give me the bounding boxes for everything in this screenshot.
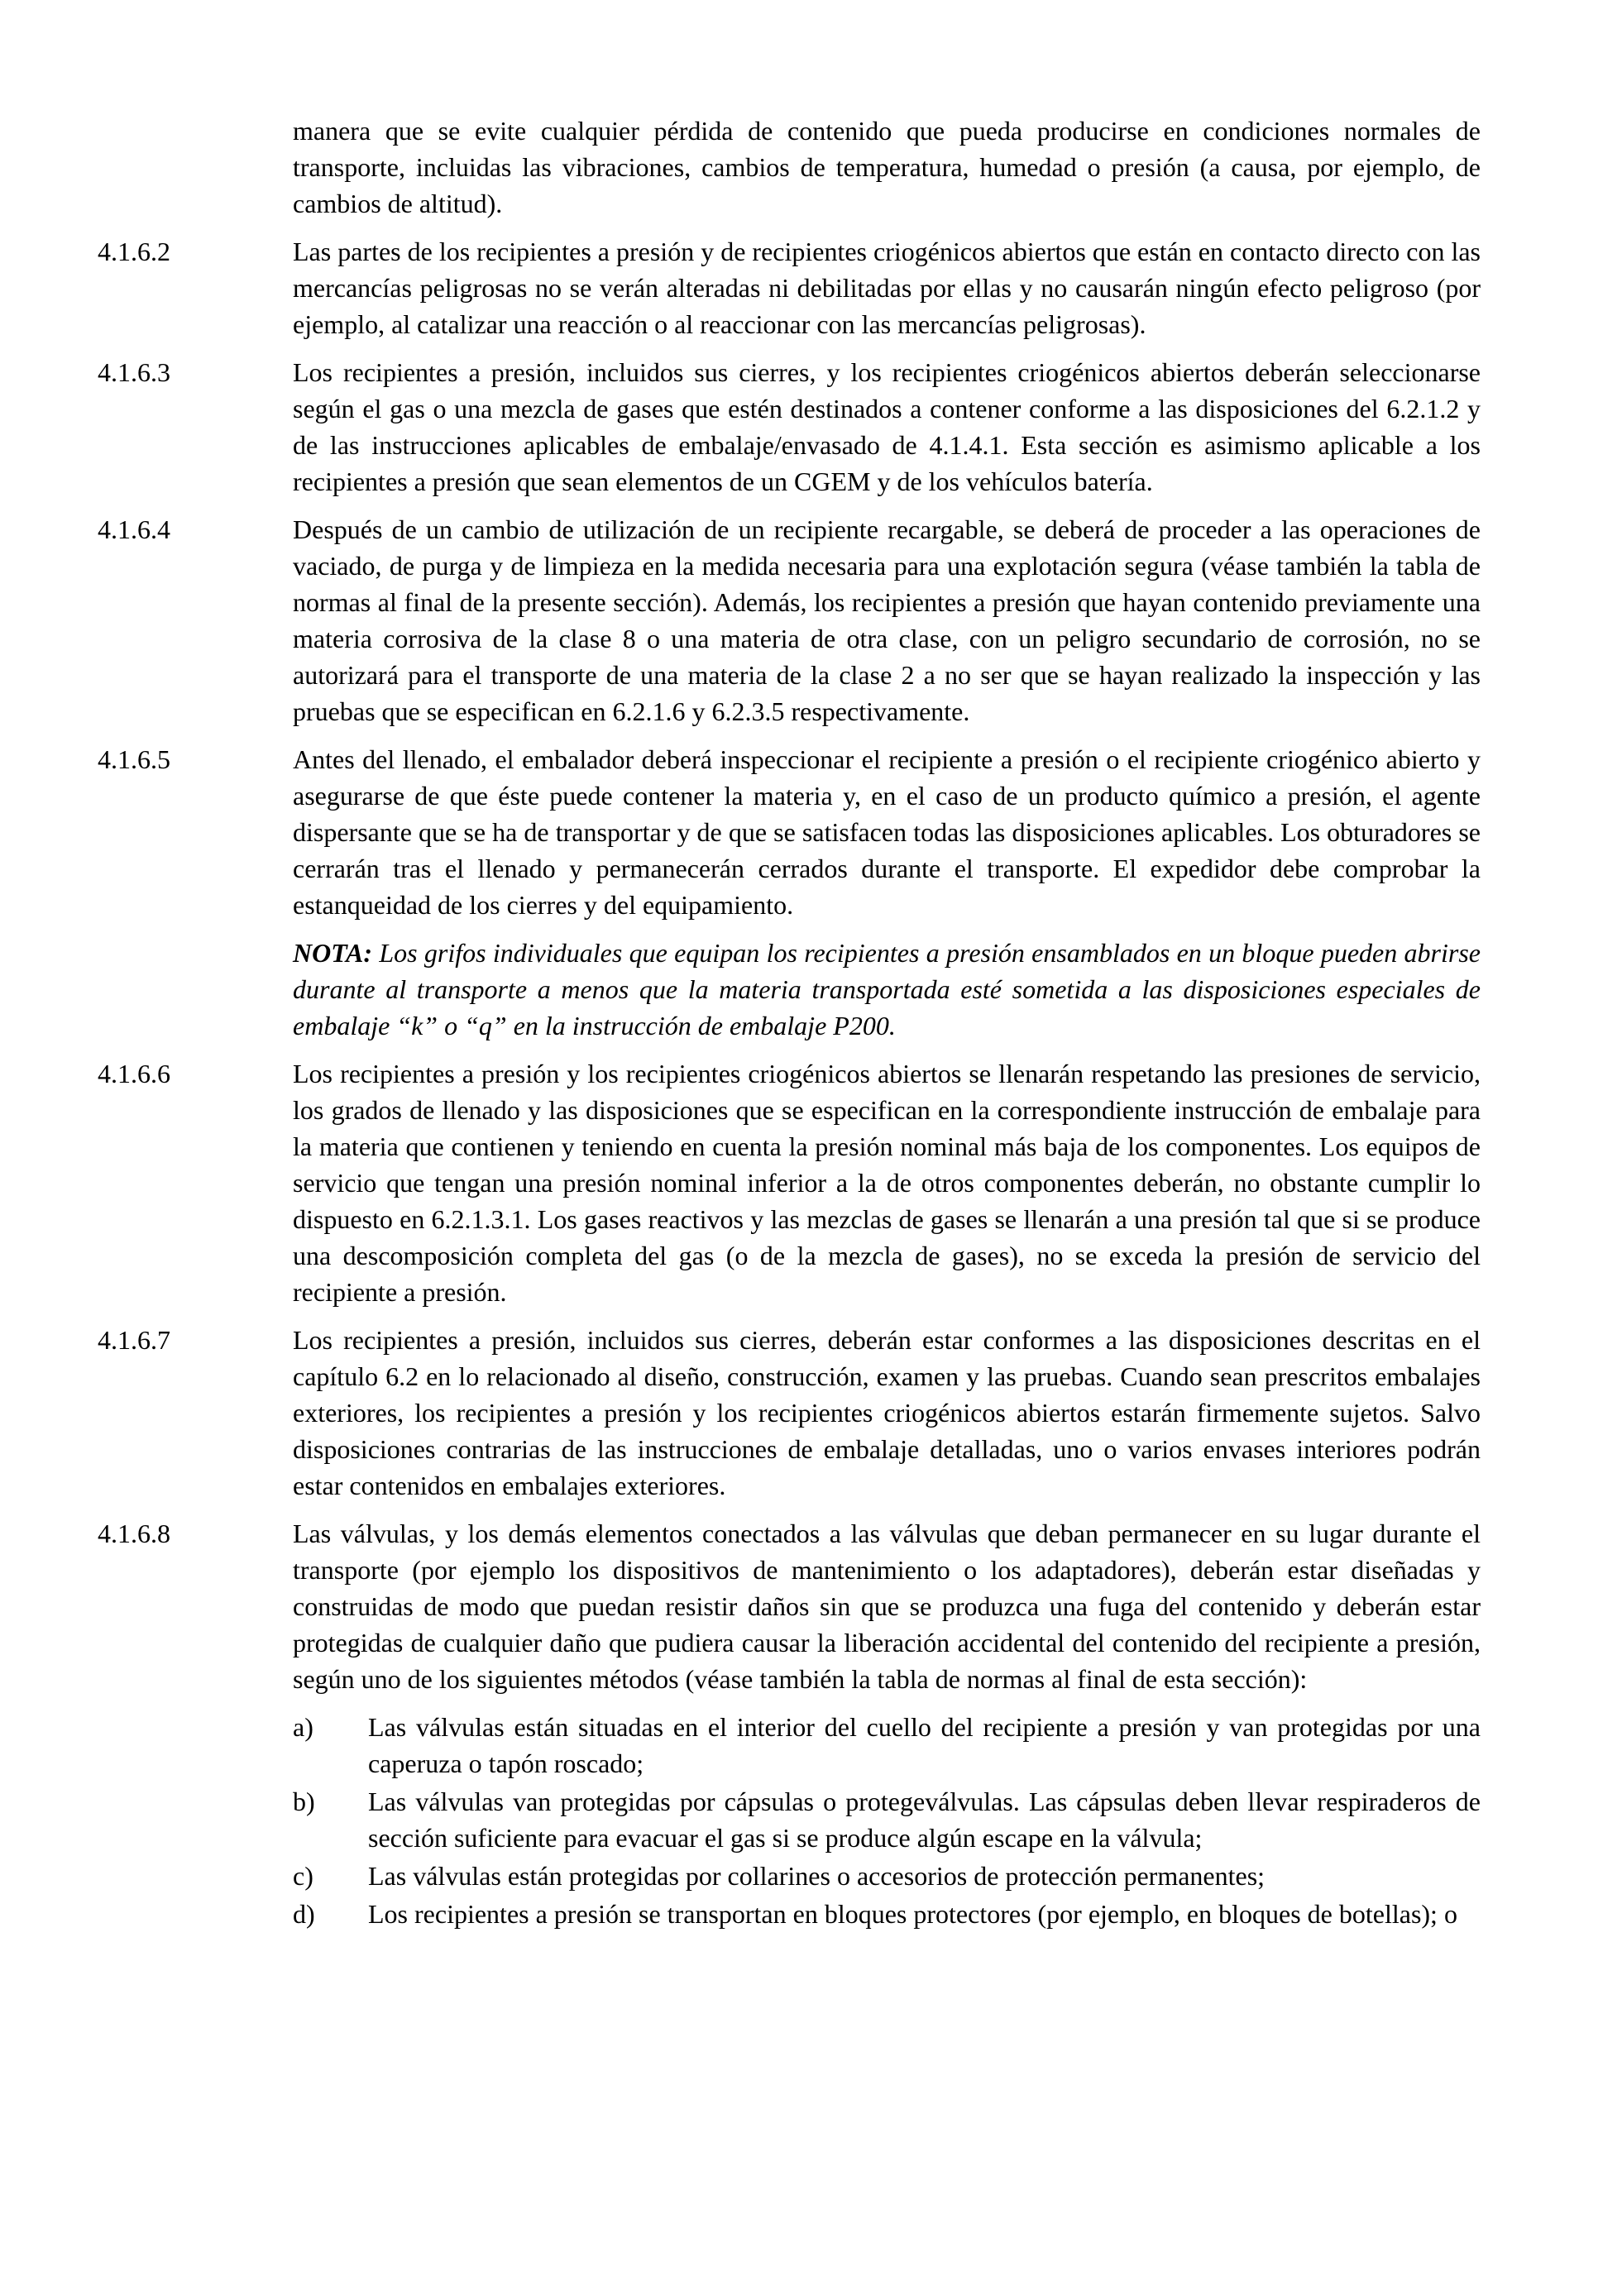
- list-item-text: Las válvulas van protegidas por cápsulas o protegeválvulas. Las cápsulas deben llevar respiraderos de sección suficiente para evacuar el gas si se produce algún escape en la válvula;: [368, 1787, 1481, 1853]
- list-item-text: Las válvulas están situadas en el interior del cuello del recipiente a presión y van protegidas por una caperuza o tapón roscado;: [368, 1712, 1481, 1778]
- section-number: 4.1.6.7: [98, 1325, 170, 1355]
- note-label: NOTA:: [293, 938, 372, 968]
- list-item-text: Las válvulas están protegidas por collarines o accesorios de protección permanentes;: [368, 1861, 1266, 1891]
- list-item: [293, 1858, 1481, 1894]
- section-body: [293, 1515, 1481, 1932]
- section-text: Los recipientes a presión, incluidos sus cierres, y los recipientes criogénicos abiertos deberán seleccionarse según el gas o una mezcla de gases que estén destinados a contener conforme a las disposiciones del 6.2.1.2 y de las instrucciones aplicables de embalaje/envasado de 4.1.4.1. Esta sección es asimismo aplicable a los recipientes a presión que sean elementos de un CGEM y de los vehículos batería.: [293, 357, 1481, 496]
- section-number: 4.1.6.2: [98, 237, 170, 266]
- list-item: [293, 1783, 1481, 1856]
- list-item-label: a): [293, 1712, 313, 1742]
- section-body: [293, 741, 1481, 1044]
- section-text: Antes del llenado, el embalador deberá inspeccionar el recipiente a presión o el recipiente criogénico abierto y asegurarse de que éste puede contener la materia y, en el caso de un producto químico a presión, el agente dispersante que se ha de transportar y de que se satisfacen todas las disposiciones aplicables. Los obturadores se cerrarán tras el llenado y permanecerán cerrados durante el transporte. El expedidor debe comprobar la estanqueidad de los cierres y del equipamiento.: [293, 744, 1481, 920]
- section-4-1-6-7: [98, 1322, 1481, 1504]
- page-content: [98, 112, 1481, 1932]
- intro-paragraph: manera que se evite cualquier pérdida de contenido que pueda producirse en condiciones normales de transporte, incluidas las vibraciones, cambios de temperatura, humedad o presión (a causa, por ejemplo, de cambios de altitud).: [293, 116, 1481, 218]
- section-4-1-6-5: [98, 741, 1481, 1044]
- section-text: Los recipientes a presión, incluidos sus cierres, deberán estar conformes a las disposiciones descritas en el capítulo 6.2 en lo relacionado al diseño, construcción, examen y las pruebas. Cuando sean prescritos embalajes exteriores, los recipientes a presión y los recipientes criogénicos abiertos estarán firmemente sujetos. Salvo disposiciones contrarias de las instrucciones de embalaje detalladas, uno o varios envases interiores podrán estar contenidos en embalajes exteriores.: [293, 1325, 1481, 1500]
- list-item: [293, 1896, 1481, 1932]
- methods-list: [293, 1709, 1481, 1932]
- section-number: 4.1.6.8: [98, 1519, 170, 1548]
- list-item-label: b): [293, 1787, 315, 1816]
- list-item-label: d): [293, 1899, 315, 1929]
- list-item-text: Los recipientes a presión se transportan en bloques protectores (por ejemplo, en bloques de botellas); o: [368, 1899, 1457, 1929]
- section-number: 4.1.6.3: [98, 357, 170, 387]
- note-paragraph: [293, 935, 1481, 1044]
- section-4-1-6-3: [98, 354, 1481, 500]
- section-4-1-6-4: [98, 511, 1481, 729]
- list-item: [293, 1709, 1481, 1782]
- section-4-1-6-6: [98, 1055, 1481, 1310]
- section-4-1-6-8: [98, 1515, 1481, 1932]
- section-text: Después de un cambio de utilización de un recipiente recargable, se deberá de proceder a las operaciones de vaciado, de purga y de limpieza en la medida necesaria para una explotación segura (véase también la tabla de normas al final de la presente sección). Además, los recipientes a presión que hayan contenido previamente una materia corrosiva de la clase 8 o una materia de otra clase, con un peligro secundario de corrosión, no se autorizará para el transporte de una materia de la clase 2 a no ser que se hayan realizado la inspección y las pruebas que se especifican en 6.2.1.6 y 6.2.3.5 respectivamente.: [293, 514, 1481, 726]
- section-text: Las válvulas, y los demás elementos conectados a las válvulas que deban permanecer en su lugar durante el transporte (por ejemplo los dispositivos de mantenimiento o los adaptadores), deberán estar diseñadas y construidas de modo que puedan resistir daños sin que se produzca una fuga del contenido y deberán estar protegidas de cualquier daño que pudiera causar la liberación accidental del contenido del recipiente a presión, según uno de los siguientes métodos (véase también la tabla de normas al final de esta sección):: [293, 1519, 1481, 1694]
- list-item-label: c): [293, 1861, 313, 1891]
- section-4-1-6-2: [98, 233, 1481, 342]
- note-text: Los grifos individuales que equipan los recipientes a presión ensamblados en un bloque pueden abrirse durante al transporte a menos que la materia transportada esté sometida a las disposiciones especiales de embalaje “k” o “q” en la instrucción de embalaje P200.: [293, 938, 1481, 1040]
- section-text: Los recipientes a presión y los recipientes criogénicos abiertos se llenarán respetando las presiones de servicio, los grados de llenado y las disposiciones que se especifican en la correspondiente instrucción de embalaje para la materia que contienen y teniendo en cuenta la presión nominal más baja de los componentes. Los equipos de servicio que tengan una presión nominal inferior a la de otros componentes deberán, no obstante cumplir lo dispuesto en 6.2.1.3.1. Los gases reactivos y las mezclas de gases se llenarán a una presión tal que si se produce una descomposición completa del gas (o de la mezcla de gases), no se exceda la presión de servicio del recipiente a presión.: [293, 1059, 1481, 1307]
- section-number: 4.1.6.5: [98, 744, 170, 774]
- section-number: 4.1.6.6: [98, 1059, 170, 1088]
- section-number: 4.1.6.4: [98, 514, 170, 544]
- section-text: Las partes de los recipientes a presión y de recipientes criogénicos abiertos que están en contacto directo con las mercancías peligrosas no se verán alteradas ni debilitadas por ellas y no causarán ningún efecto peligroso (por ejemplo, al catalizar una reacción o al reaccionar con las mercancías peligrosas).: [293, 237, 1481, 339]
